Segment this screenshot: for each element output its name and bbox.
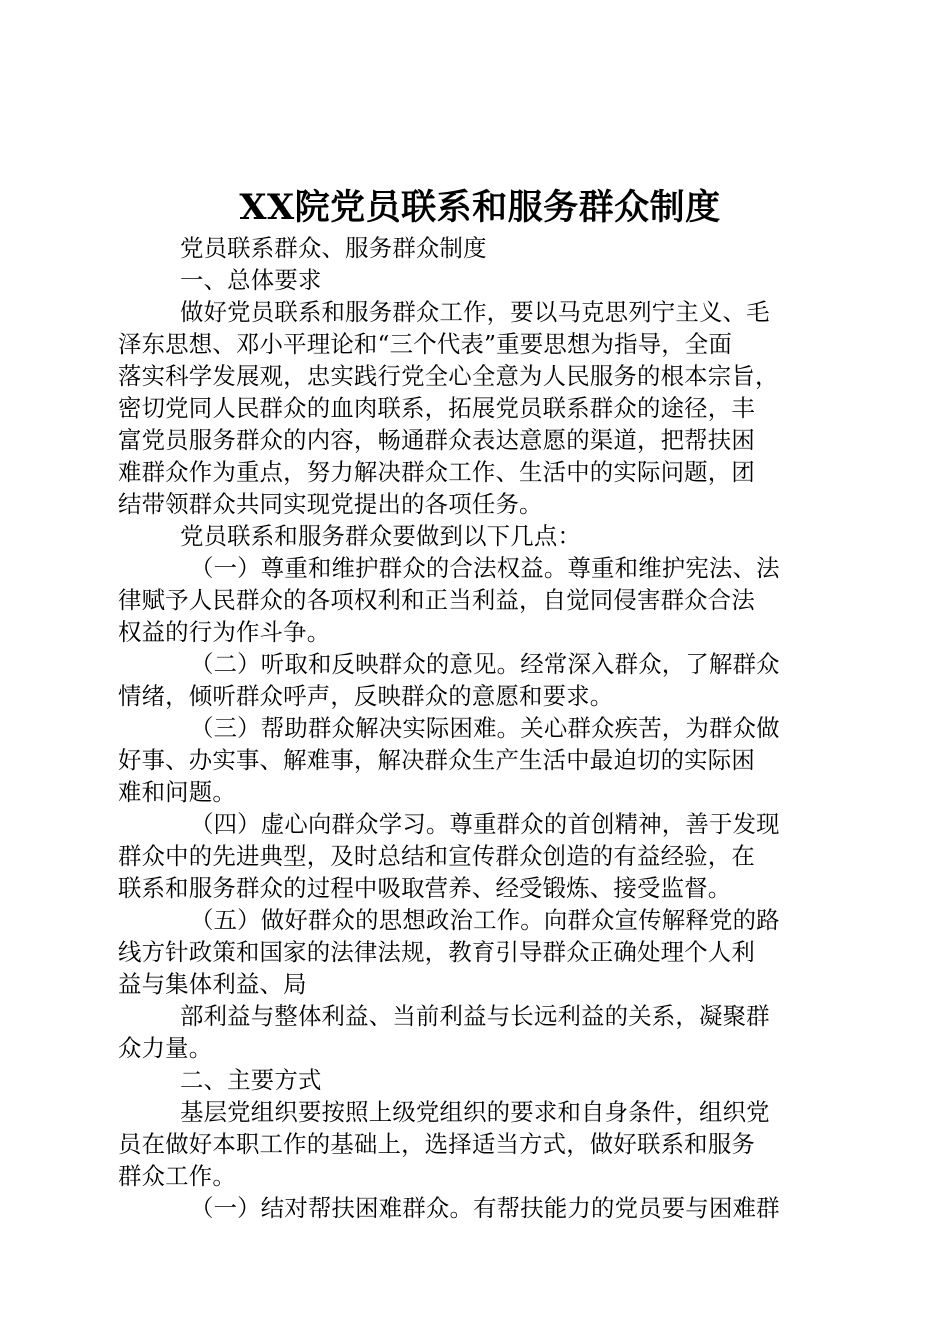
text-line: 党员联系和服务群众要做到以下几点： — [180, 522, 582, 550]
document-title: XX院党员联系和服务群众制度 — [239, 187, 721, 228]
text-line: 党员联系群众、服务群众制度 — [180, 234, 487, 262]
text-line: 部利益与整体利益、当前利益与长远利益的关系，凝聚群 — [180, 1002, 770, 1030]
text-line: 难和问题。 — [118, 778, 236, 806]
text-line: （三）帮助群众解决实际困难。关心群众疾苦，为群众做 — [190, 714, 780, 742]
text-line: （四）虚心向群众学习。尊重群众的首创精神，善于发现 — [190, 810, 780, 838]
text-line: （一）尊重和维护群众的合法权益。尊重和维护宪法、法 — [190, 554, 780, 582]
text-line: 员在做好本职工作的基础上，选择适当方式，做好联系和服务 — [118, 1130, 755, 1158]
text-line: 众力量。 — [118, 1034, 213, 1062]
text-line: 益与集体利益、局 — [118, 970, 307, 998]
text-line: 密切党同人民群众的血肉联系，拓展党员联系群众的途径，丰 — [118, 394, 755, 422]
text-line: 群众中的先进典型，及时总结和宣传群众创造的有益经验，在 — [118, 842, 755, 870]
document-body — [118, 232, 843, 1224]
text-line: （五）做好群众的思想政治工作。向群众宣传解释党的路 — [190, 906, 780, 934]
text-line: 联系和服务群众的过程中吸取营养、经受锻炼、接受监督。 — [118, 874, 732, 902]
text-line: （一）结对帮扶困难群众。有帮扶能力的党员要与困难群 — [190, 1194, 780, 1222]
text-line: 结带领群众共同实现党提出的各项任务。 — [118, 490, 543, 518]
text-line: 做好党员联系和服务群众工作，要以马克思列宁主义、毛 — [180, 298, 770, 326]
text-line: 律赋予人民群众的各项权利和正当利益，自觉同侵害群众合法 — [118, 586, 755, 614]
text-line: 情绪，倾听群众呼声，反映群众的意愿和要求。 — [118, 682, 614, 710]
text-line: 好事、办实事、解难事，解决群众生产生活中最迫切的实际困 — [118, 746, 755, 774]
text-line: 落实科学发展观，忠实践行党全心全意为人民服务的根本宗旨， — [118, 362, 779, 390]
text-line: 群众工作。 — [118, 1162, 236, 1190]
text-line: 线方针政策和国家的法律法规，教育引导群众正确处理个人利 — [118, 938, 755, 966]
text-line: 一、总体要求 — [180, 266, 322, 294]
text-line: 基层党组织要按照上级党组织的要求和自身条件，组织党 — [180, 1098, 770, 1126]
text-line: 泽东思想、邓小平理论和“三个代表”重要思想为指导，全面 — [118, 330, 733, 358]
text-line: 难群众作为重点，努力解决群众工作、生活中的实际问题，团 — [118, 458, 755, 486]
text-line: 权益的行为作斗争。 — [118, 618, 331, 646]
text-line: 富党员服务群众的内容，畅通群众表达意愿的渠道，把帮扶困 — [118, 426, 755, 454]
text-line: （二）听取和反映群众的意见。经常深入群众，了解群众 — [190, 650, 780, 678]
text-line: 二、主要方式 — [180, 1066, 322, 1094]
